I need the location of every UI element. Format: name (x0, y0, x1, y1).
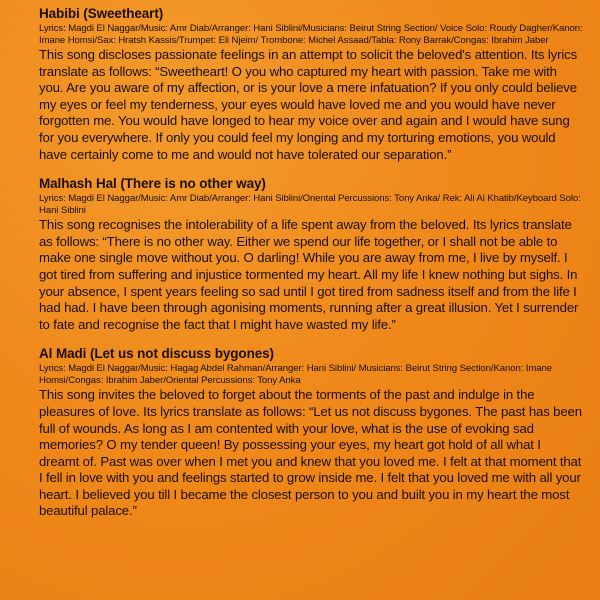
song-title: Habibi (Sweetheart) (39, 6, 164, 21)
song-credits: Lyrics: Magdi El Naggar/Music: Hagag Abdel Rahman/Arranger: Hani Siblini/ Musicians: Beirut String Section/Kanon: Imane Homsi/Congas: Ibrahim Jaber/Oriental Percussions: Tony Anka (39, 363, 552, 386)
liner-notes-page (39, 6, 584, 520)
song-title: Al Madi (Let us not discuss bygones) (39, 346, 274, 362)
song-description: This song invites the beloved to forget about the torments of the past and indulge in the pleasures of love. Its lyrics translate as follows: “Let us not discuss bygones. The past has been full of wounds. As long as I am contented with your love, what is the use of evoking sad memories? O my tender queen! By possessing your eyes, my heart got hold of all what I dreamt of. Past was over when I met you and knew that you loved me. I felt at that moment that I fell in love with you and feelings started to grow inside me. I felt that you loved me with all your heart. I believed you till I became the closest person to you and built you in my heart the most beautiful palace.” (39, 387, 582, 519)
song-description: This song discloses passionate feelings in an attempt to solicit the beloved's attention. Its lyrics translate as follows: “Sweetheart! O you who captured my heart with passion. Take me with you. Are you aware of my affection, or is your love a mere infatuation? If you only could believe my eyes or feel my tenderness, your eyes would have loved me and you would have never forgotten me. You would have longed to hear my voice over and again and I would have sung for you everywhere. If only you could feel my longing and my torturing emotions, you would have certainly come to me and would not have tolerated our separation.” (39, 47, 578, 162)
song-title: Malhash Hal (There is no other way) (39, 176, 266, 192)
song-malhash-hal (39, 176, 584, 333)
song-habibi (39, 6, 584, 163)
song-al-madi (39, 346, 584, 520)
song-credits: Lyrics: Magdi El Naggar/Music: Amr Diab/Arranger: Hani Siblini/Musicians: Beirut String Section/ Voice Solo: Roudy Dagher/Kanon: Imane Homsi/Sax: Hratsh Kassis/Trumpet: Eli Njeim/ Trombone: Michel Assaad/Tabla: Rony Barrak/Congas: Ibrahim Jaber (39, 23, 583, 46)
song-description: This song recognises the intolerability of a life spent away from the beloved. Its lyrics translate as follows: “There is no other way. Either we spend our life together, or I shall not be able to make one single move without you. O darling! While you are away from me, I live by myself. I got tired from suffering and injustice tormented my heart. All my life I knew nothing but sighs. In your absence, I spent years feeling so sad until I got tired from sadness itself and from the life I had had. I have been through agonising moments, running after a great illusion. Yet I surrender to fate and recognise the fact that I might have wasted my life.” (39, 217, 579, 332)
song-credits: Lyrics: Magdi El Naggar/Music: Amr Diab/Arranger: Hani Siblini/Oriental Percussions: Tony Anka/ Rek: Ali Al Khatib/Keyboard Solo: Hani Siblini (39, 193, 581, 216)
